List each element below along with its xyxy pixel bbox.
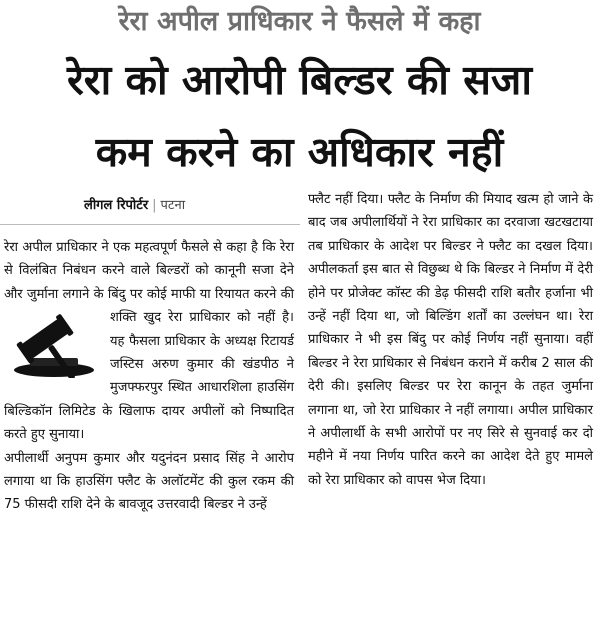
article-paragraph-1 [4,236,294,447]
byline-separator: | [152,198,157,213]
byline-city: पटना [160,198,186,213]
paragraph-1-rest: रियायत करने की शक्ति खुद रेरा प्राधिकार को नहीं है। यह फैसला प्राधिकार के अध्यक्ष रिटायर्ड जस्टिस अरुण कुमार की खंडपीठ ने मुजफ्फरपुर स्थित आधारशिला हाउसिंग बिल्डिकॉन लिमिटेड के खिलाफ दायर अपीलों को निष्पादित करते हुए सुनाया। [4,286,294,443]
gavel-icon [4,310,104,378]
kicker-headline: रेरा अपील प्राधिकार ने फैसले में कहा [118,6,481,37]
main-headline [2,44,597,188]
headline-line-1: रेरा को आरोपी बिल्डर की सजा [67,56,532,104]
article-column-right [308,188,593,492]
article-paragraph-2: अपीलार्थी अनुपम कुमार और यदुनंदन प्रसाद सिंह ने आरोप लगाया था कि हाउसिंग फ्लैट के अलॉटमेंट की कुल रकम की 75 फीसदी राशि देने के बावजूद उत्तरवादी बिल्डर ने उन्हें [4,450,294,513]
byline-divider [0,224,300,225]
headline-line-2: कम करने का अधिकार नहीं [95,128,504,176]
paragraph-1-intro: रेरा अपील प्राधिकार ने एक महत्वपूर्ण फैसले से कहा है कि रेरा से विलंबित निबंधन करने वाले बिल्डरों को कानूनी सजा देने और जुर्माना लगाने के बिंदु पर कोई माफी या [4,240,294,302]
byline [84,196,185,216]
article-column-left [4,236,294,517]
byline-reporter: लीगल रिपोर्टर [84,198,149,213]
article-paragraph-3: फ्लैट नहीं दिया। फ्लैट के निर्माण की मियाद खत्म हो जाने के बाद जब अपीलार्थियों ने रेरा प्राधिकार का दरवाजा खटखटाया तब प्राधिकार के आदेश पर बिल्डर ने फ्लैट का दखल दिया। अपीलकर्ता इस बात से विछुब्ध थे कि बिल्डर ने निर्माण में देरी होने पर प्रोजेक्ट कॉस्ट की डेढ़ फीसदी राशि बतौर हर्जाना भी उन्हें नहीं दिया था, जो बिल्डिंग शर्तों का उल्लंघन था। रेरा प्राधिकार ने भी इस बिंदु पर कोई निर्णय नहीं सुनाया। वहीं बिल्डर ने रेरा प्राधिकार से निबंधन कराने में करीब 2 साल की देरी की। इसलिए बिल्डर पर रेरा कानून के तहत जुर्माना लगाना था, जो रेरा प्राधिकार ने नहीं लगाया। अपील प्राधिकार ने अपीलार्थी के सभी आरोपों पर नए सिरे से सुनवाई कर दो महीने में नया निर्णय पारित करने का आदेश देते हुए मामले को रेरा प्राधिकार को वापस भेज दिया। [308,192,593,488]
